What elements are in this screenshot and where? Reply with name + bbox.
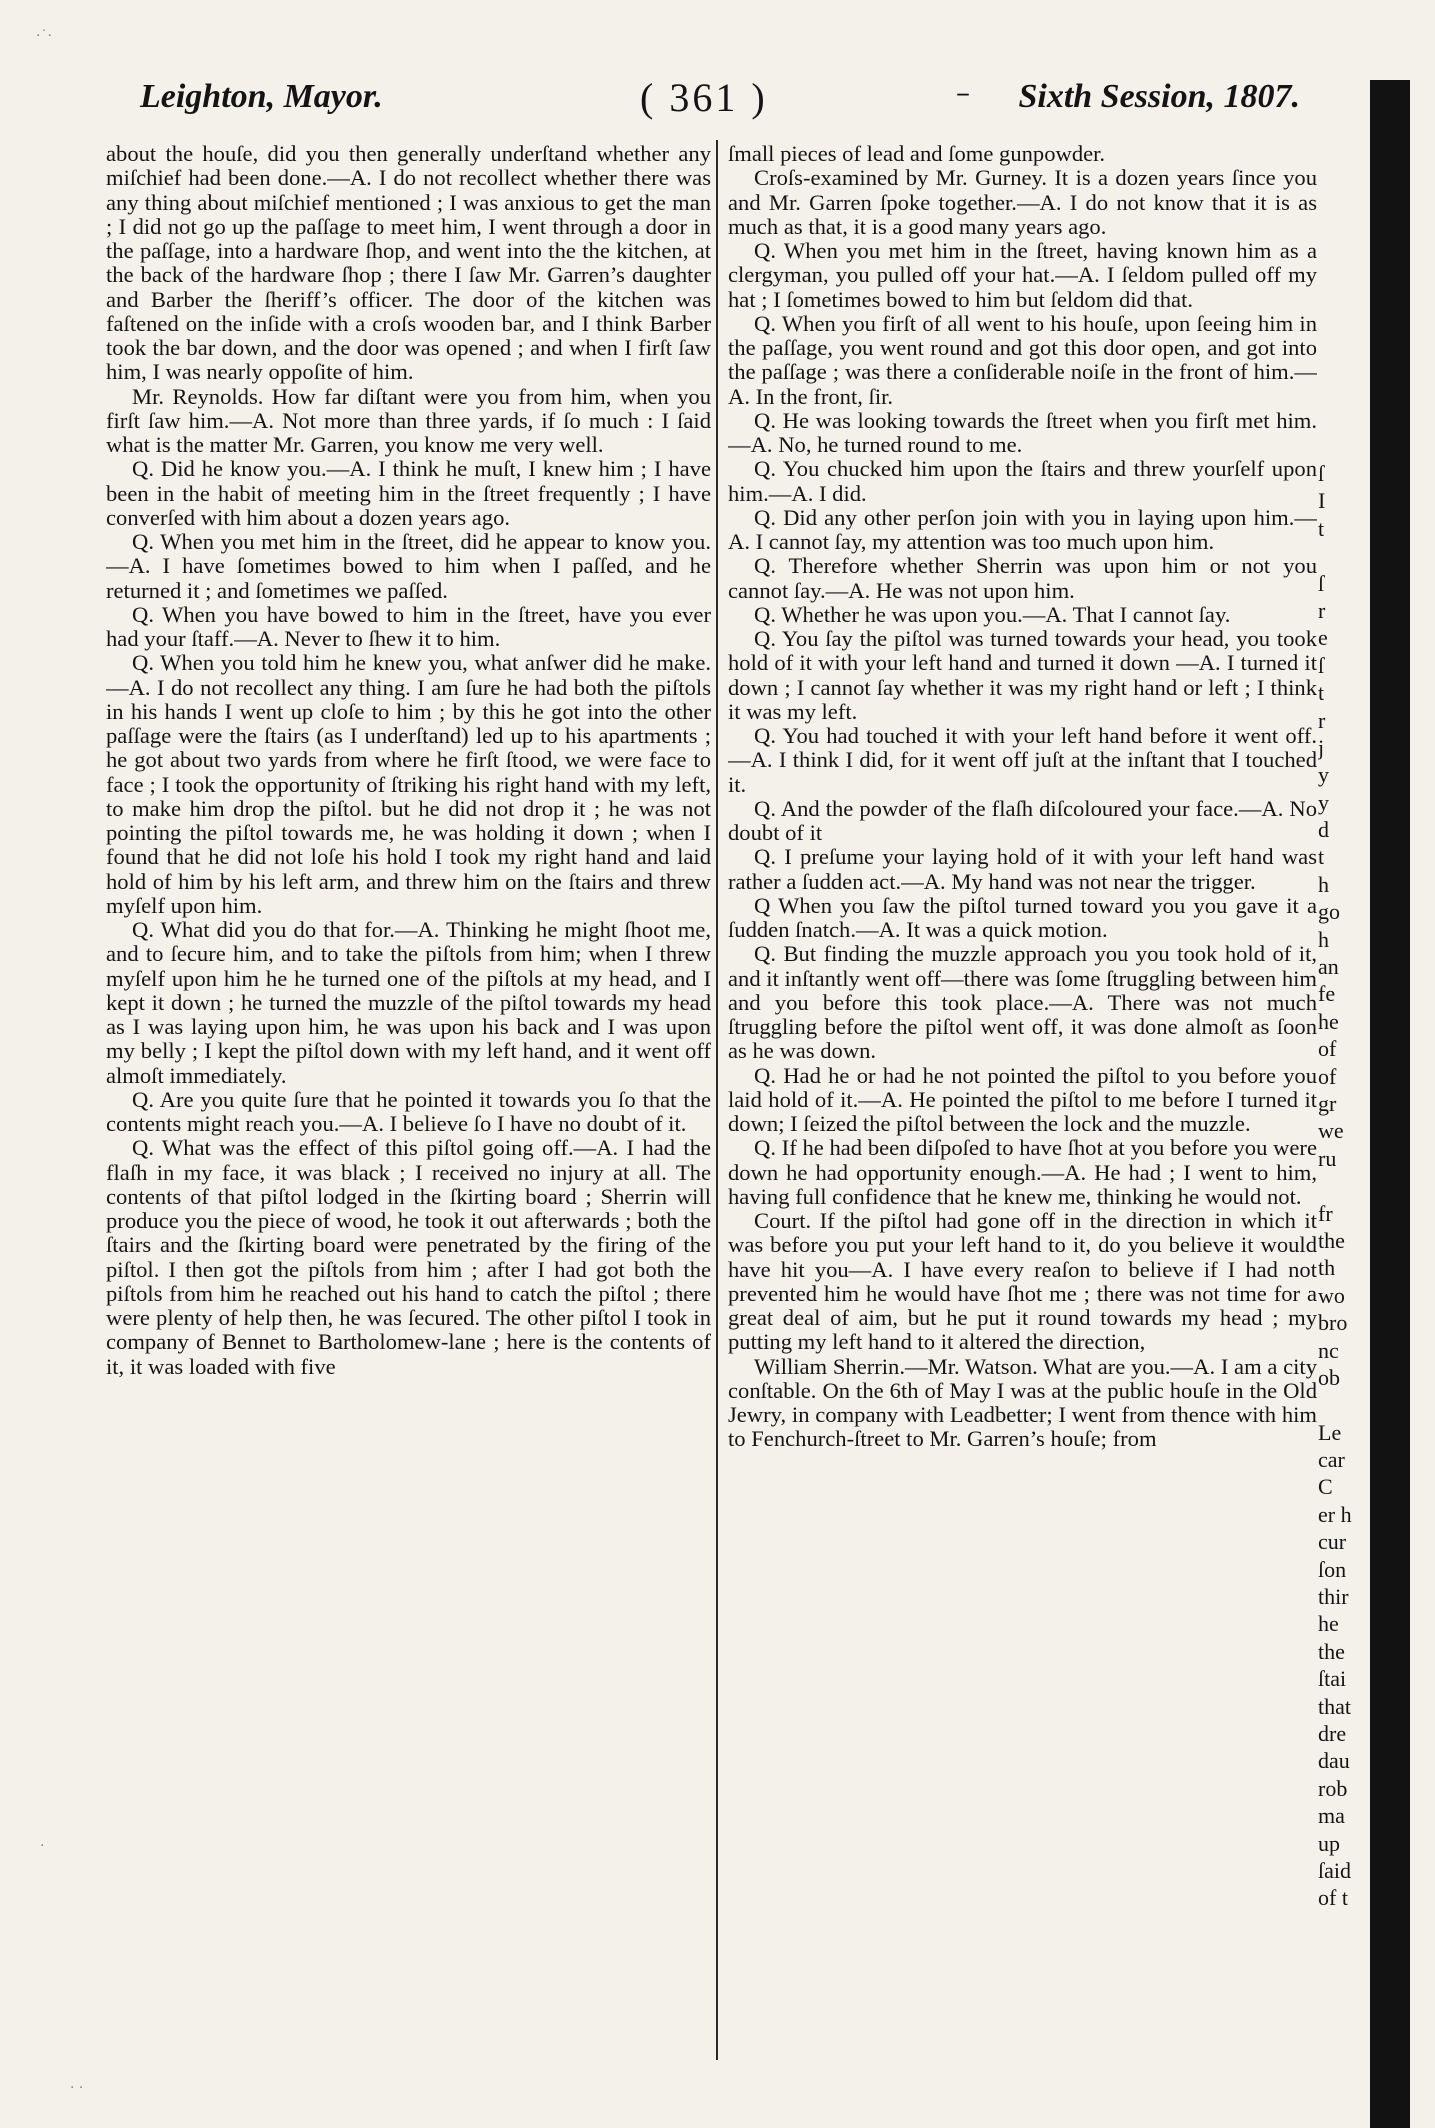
paragraph: Q. And the powder of the flaſh diſcoloured your face.—A. No doubt of it <box>728 795 1317 845</box>
bleed-fragment: dre <box>1318 1720 1347 1746</box>
paragraph: Q. Had he or had he not pointed the piſtol to you before you laid hold of it.—A. He pointed the piſtol to me before I turned it down; I ſeized the piſtol between the lock and the muzzle. <box>728 1062 1317 1136</box>
paragraph: Q. Therefore whether Sherrin was upon him or not you cannot ſay.—A. He was not upon him. <box>728 553 1317 603</box>
paragraph: Q. When you met him in the ſtreet, having known him as a clergyman, you pulled off your hat.—A. I ſeldom pulled off my hat ; I ſometimes bowed to him but ſeldom did that. <box>728 238 1317 312</box>
bleed-fragment: r <box>1318 597 1326 623</box>
bleed-fragment <box>1318 1172 1368 1199</box>
bleed-fragment: wo <box>1318 1282 1345 1308</box>
bleed-fragment: the <box>1318 1638 1345 1664</box>
bleed-fragment: h <box>1318 871 1329 897</box>
bleed-fragment: ma <box>1318 1803 1345 1829</box>
bleed-fragment: bro <box>1318 1310 1348 1336</box>
bleed-fragment: y <box>1318 789 1329 815</box>
right-column <box>728 142 1317 2062</box>
scan-speck: · · <box>70 2080 84 2096</box>
paragraph: Q When you ſaw the piſtol turned toward you you gave it a ſudden ſnatch.—A. It was a quick motion. <box>728 892 1317 942</box>
bleed-fragment: r <box>1318 707 1326 733</box>
bleed-fragment: that <box>1318 1693 1351 1719</box>
scan-speck: ·˙· <box>36 28 52 44</box>
bleed-fragment: up <box>1318 1830 1340 1856</box>
bleed-fragment: e <box>1318 625 1328 651</box>
bleed-fragment: fe <box>1318 981 1336 1007</box>
bleed-fragment: cur <box>1318 1529 1347 1555</box>
bleed-fragment: of <box>1318 1063 1337 1089</box>
page-edge-shadow <box>1370 80 1410 2128</box>
bleed-fragment: ſon <box>1318 1556 1347 1582</box>
bleed-fragment: ſaid <box>1318 1857 1351 1883</box>
bleed-fragment: j <box>1318 734 1325 760</box>
header-left: Leighton, Mayor. <box>140 78 383 115</box>
paragraph: about the houſe, did you then generally underſtand whether any miſchief had been done.—A. I do not recollect whether there was any thing about miſchief mentioned ; I was anxious to get the man ; I did not go up the paſſage to meet him, I went through a door in the paſſage, into a hardware ſhop, and went into the the kitchen, at the back of the hardware ſhop ; there I ſaw Mr. Garren’s daughter and Barber the ſheriff’s officer. The door of the kitchen was faſtened on the inſide with a croſs wooden bar, and I think Barber took the bar down, and the door was opened ; and when I firſt ſaw him, I was nearly oppoſite of him. <box>106 142 711 385</box>
bleed-fragment: ſtai <box>1318 1666 1347 1692</box>
bleed-fragment: fr <box>1318 1200 1333 1226</box>
bleed-fragment: rob <box>1318 1775 1348 1801</box>
bleed-fragment: ru <box>1318 1145 1337 1171</box>
header-right: Sixth Session, 1807. <box>1018 78 1300 115</box>
paragraph: Q. When you have bowed to him in the ſtreet, have you ever had your ſtaff.—A. Never to ſhew it to him. <box>106 601 711 651</box>
paragraph: Q. But finding the muzzle approach you you took hold of it, and it inſtantly went off—there was ſome ſtruggling between him and you before this took place.—A. There was not much ſtruggling before the piſtol went off, it was done almoſt as ſoon as he was down. <box>728 941 1317 1064</box>
bleed-fragment: d <box>1318 817 1329 843</box>
paragraph: Q. He was looking towards the ſtreet when you firſt met him.—A. No, he turned round to me. <box>728 407 1317 457</box>
bleed-fragment: C <box>1318 1474 1333 1500</box>
bleed-fragment: dau <box>1318 1748 1350 1774</box>
paragraph: Q. You had touched it with your left hand before it went off.—A. I think I did, for it went off juſt at the inſtant that I touched it. <box>728 723 1317 797</box>
bleed-fragment: he <box>1318 1008 1339 1034</box>
paragraph: Court. If the piſtol had gone off in the direction in which it was before you put your left hand to it, do you believe it would have hit you—A. I have every reaſon to believe if I had not prevented him he would have ſhot me ; there was not time for a great deal of aim, but he put it round towards my head ; my putting my left hand to it altered the direction, <box>728 1208 1317 1355</box>
paragraph: Q. What was the effect of this piſtol going off.—A. I had the flaſh in my face, it was black ; I received no injury at all. The contents of that piſtol lodged in the ſkirting board ; Sherrin will produce you the piece of wood, he took it out afterwards ; both the ſtairs and the ſkirting board were penetrated by the firing of the piſtol. I then got the piſtols from him ; after I had got both the piſtols from him he reached out his hand to catch the piſtol ; there were plenty of help then, he was ſecured. The other piſtol I took in company of Bennet to Bartholomew-lane ; here is the contents of it, it was loaded with five <box>106 1135 711 1379</box>
paragraph: Q. Did he know you.—A. I think he muſt, I knew him ; I have been in the habit of meeting him in the ſtreet frequently ; I have converſed with him about a dozen years ago. <box>106 456 711 530</box>
paragraph: ſmall pieces of lead and ſome gunpowder. <box>728 142 1106 166</box>
paragraph: Q. When you told him he knew you, what anſwer did he make.—A. I do not recollect any thing. I am ſure he had both the piſtols in his hands I went up cloſe to him ; by this he got into the other paſſage were the ſtairs (as I underſtand) led up to his apartments ; he got about two yards from where he firſt ſtood, we were face to face ; I took the opportunity of ſtriking his right hand with my left, to make him drop the piſtol. but he did not drop it ; he was not pointing the piſtol towards me, he was holding it down ; when I found that he did not loſe his hold I took my right hand and laid hold of him by his left arm, and threw him on the ſtairs and threw myſelf upon him. <box>106 650 711 918</box>
bleed-fragment <box>1318 542 1368 569</box>
bleed-fragment: t <box>1318 515 1325 541</box>
bleed-fragment: Le <box>1318 1419 1342 1445</box>
bleed-fragment <box>1318 1391 1368 1418</box>
bleed-fragment: ob <box>1318 1364 1340 1390</box>
bleed-fragment: ſ <box>1318 570 1325 596</box>
bleed-fragment: we <box>1318 1118 1344 1144</box>
bleed-fragment: t <box>1318 680 1325 706</box>
bleed-fragment: the <box>1318 1227 1345 1253</box>
bleed-fragment: of <box>1318 1036 1337 1062</box>
page-number: ( 361 ) <box>640 75 768 120</box>
left-column <box>106 142 711 2062</box>
scan-margin <box>1410 0 1435 2128</box>
adjacent-page-bleed <box>1318 460 1368 2100</box>
paragraph: Q. I preſume your laying hold of it with your left hand was rather a ſudden act.—A. My hand was not near the trigger. <box>728 844 1317 894</box>
bleed-fragment: go <box>1318 899 1340 925</box>
bleed-fragment: I <box>1318 488 1326 514</box>
paragraph: Q. You ſay the piſtol was turned towards your head, you took hold of it with your left hand and turned it down —A. I turned it down ; I cannot ſay whether it was my right hand or left ; I think it was my left. <box>728 626 1317 724</box>
paragraph: Croſs-examined by Mr. Gurney. It is a dozen years ſince you and Mr. Garren ſpoke together.—A. I do not know that it is as much as that, it is a good many years ago. <box>728 165 1317 239</box>
paragraph: Q. When you firſt of all went to his houſe, upon ſeeing him in the paſſage, you went round and got this door open, and got into the paſſage ; was there a conſiderable noiſe in the front of him.—A. In the front, ſir. <box>728 310 1317 409</box>
paragraph: Q. When you met him in the ſtreet, did he appear to know you.—A. I have ſometimes bowed to him when I paſſed, and he returned it ; and ſometimes we paſſed. <box>106 529 711 603</box>
bleed-fragment: er h <box>1318 1501 1352 1527</box>
paragraph: Q. Are you quite ſure that he pointed it towards you ſo that the contents might reach you.—A. I believe ſo I have no doubt of it. <box>106 1086 711 1136</box>
paragraph: Mr. Reynolds. How far diſtant were you from him, when you firſt ſaw him.—A. Not more than three yards, if ſo much : I ſaid what is the matter Mr. Garren, you know me very well. <box>106 383 711 457</box>
paragraph: Q. Whether he was upon you.—A. That I cannot ſay. <box>754 601 1231 627</box>
bleed-fragment: car <box>1318 1447 1345 1473</box>
bleed-fragment: ſ <box>1318 652 1325 678</box>
bleed-fragment: an <box>1318 954 1339 980</box>
header-dash: – <box>956 76 970 109</box>
page-header <box>140 75 1300 128</box>
column-divider <box>716 140 718 2060</box>
paragraph: Q. What did you do that for.—A. Thinking he might ſhoot me, and to ſecure him, and to take the piſtols from him; when I threw myſelf upon him he he turned one of the piſtols at my head, and I kept it down ; he turned the muzzle of the piſtol towards my head as I was laying upon him, he was upon his back and I was upon my belly ; I kept the piſtol down with my left hand, and it went off almoſt immediately. <box>106 917 711 1088</box>
bleed-fragment: gr <box>1318 1090 1337 1116</box>
bleed-fragment: y <box>1318 762 1329 788</box>
paragraph: Q. You chucked him upon the ſtairs and threw yourſelf upon him.—A. I did. <box>728 456 1317 506</box>
bleed-fragment: h <box>1318 926 1329 952</box>
paragraph: Q. If he had been diſpoſed to have ſhot at you before you were down he had opportunity enough.—A. He had ; I went to him, having full confidence that he knew me, thinking he would not. <box>728 1135 1317 1209</box>
bleed-fragment: th <box>1318 1255 1336 1281</box>
paragraph: Q. Did any other perſon join with you in laying upon him.—A. I cannot ſay, my attention was too much upon him. <box>728 504 1317 554</box>
paragraph: William Sherrin.—Mr. Watson. What are you.—A. I am a city conſtable. On the 6th of May I was at the public houſe in the Old Jewry, in company with Leadbetter; I went from thence with him to Fenchurch-ſtreet to Mr. Garren’s houſe; from <box>728 1353 1317 1452</box>
bleed-fragment: nc <box>1318 1337 1339 1363</box>
bleed-fragment: of t <box>1318 1885 1348 1911</box>
bleed-fragment: ſ <box>1318 461 1325 486</box>
scan-speck: · <box>40 1838 45 1854</box>
bleed-fragment: t <box>1318 844 1325 870</box>
bleed-fragment: thir <box>1318 1584 1349 1610</box>
bleed-fragment: he <box>1318 1611 1339 1637</box>
